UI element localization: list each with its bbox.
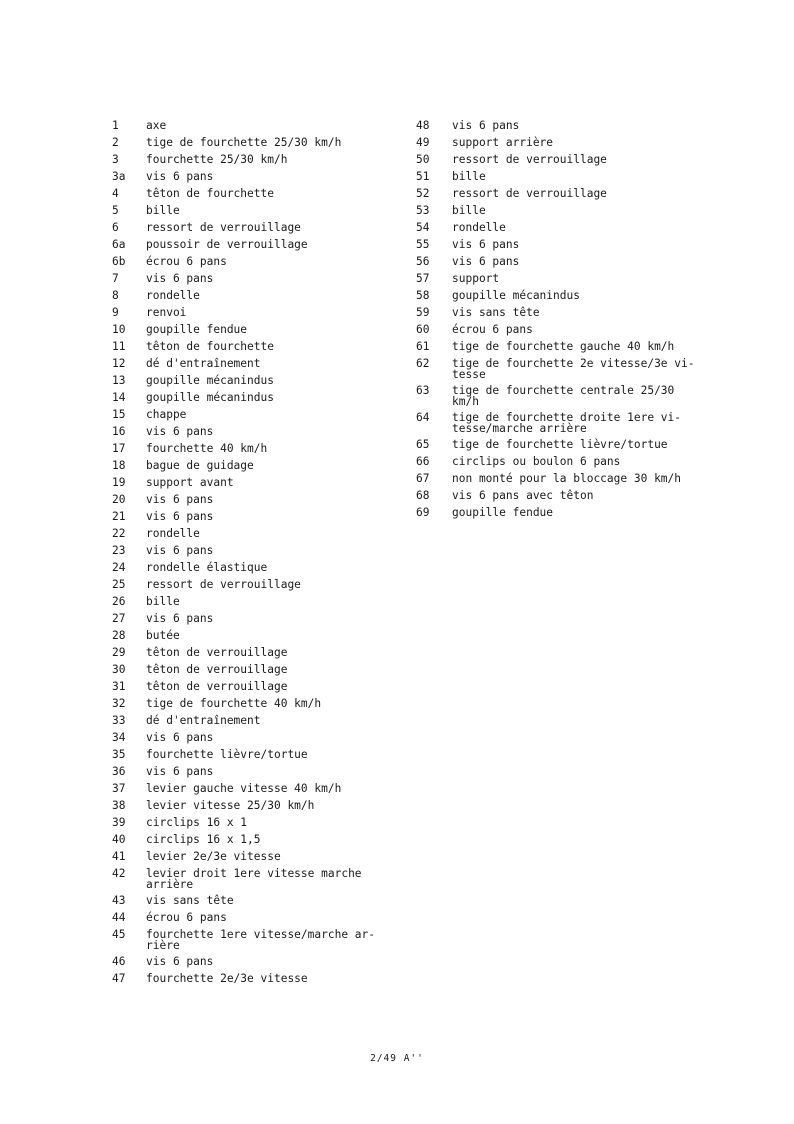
item-description-line: fourchette 40 km/h: [146, 442, 268, 455]
list-item: [112, 712, 402, 729]
item-number: 66: [416, 455, 430, 468]
item-description-line: vis 6 pans: [146, 765, 214, 778]
item-number: 27: [112, 612, 126, 625]
list-item: [112, 909, 402, 926]
list-item: [112, 559, 402, 576]
item-description-line: têton de verrouillage: [146, 646, 288, 659]
item-description-line: têton de verrouillage: [146, 663, 288, 676]
list-item: [112, 117, 402, 134]
item-number: 51: [416, 170, 430, 183]
list-item: [112, 661, 402, 678]
item-number: 19: [112, 476, 126, 489]
item-number: 57: [416, 272, 430, 285]
item-description: [146, 355, 402, 372]
item-number: 48: [416, 119, 430, 132]
item-description-line: bille: [452, 170, 486, 183]
item-description-line: goupille fendue: [452, 506, 554, 519]
item-description: [452, 185, 716, 202]
item-number: 6b: [112, 255, 126, 268]
item-number: 14: [112, 391, 126, 404]
item-number: 17: [112, 442, 126, 455]
list-item: [112, 610, 402, 627]
list-item: [416, 382, 716, 409]
item-description-line: support avant: [146, 476, 234, 489]
item-description-line: renvoi: [146, 306, 187, 319]
item-description-line: vis 6 pans avec têton: [452, 489, 594, 502]
item-number: 2: [112, 136, 119, 149]
list-item: [112, 729, 402, 746]
item-number: 54: [416, 221, 430, 234]
parts-list-left-column: [112, 117, 402, 987]
item-number: 58: [416, 289, 430, 302]
list-item: [112, 440, 402, 457]
item-description: [146, 593, 402, 610]
item-description: [146, 831, 402, 848]
item-description-line: bille: [146, 595, 180, 608]
list-item: [112, 542, 402, 559]
item-number: 33: [112, 714, 126, 727]
item-description: [146, 457, 402, 474]
item-number: 29: [112, 646, 126, 659]
item-description: [146, 661, 402, 678]
list-item: [416, 304, 716, 321]
list-item: [112, 797, 402, 814]
item-description-line: bille: [146, 204, 180, 217]
item-description-line: circlips 16 x 1,5: [146, 833, 261, 846]
list-item: [416, 202, 716, 219]
item-description-line: vis 6 pans: [146, 544, 214, 557]
item-number: 25: [112, 578, 126, 591]
parts-list-right-column: [416, 117, 716, 521]
item-description-line: écrou 6 pans: [146, 911, 227, 924]
item-description-line: support arrière: [452, 136, 554, 149]
item-description: [146, 372, 402, 389]
item-number: 28: [112, 629, 126, 642]
item-number: 50: [416, 153, 430, 166]
item-description: [452, 453, 716, 470]
item-description-line: ressort de verrouillage: [452, 153, 607, 166]
item-description-line: rondelle: [146, 289, 200, 302]
list-item: [112, 780, 402, 797]
list-item: [112, 253, 402, 270]
item-number: 56: [416, 255, 430, 268]
item-description: [452, 151, 716, 168]
item-number: 5: [112, 204, 119, 217]
item-description-line: fourchette 2e/3e vitesse: [146, 972, 308, 985]
list-item: [416, 355, 716, 382]
item-description: [452, 409, 716, 436]
item-number: 65: [416, 438, 430, 451]
item-description: [146, 151, 402, 168]
list-item: [112, 406, 402, 423]
item-number: 3: [112, 153, 119, 166]
item-number: 45: [112, 928, 126, 941]
item-description-line: axe: [146, 119, 167, 132]
item-description-line: goupille mécanindus: [452, 289, 580, 302]
item-description: [146, 610, 402, 627]
item-number: 18: [112, 459, 126, 472]
item-description-line: rondelle: [146, 527, 200, 540]
item-number: 34: [112, 731, 126, 744]
list-item: [112, 202, 402, 219]
item-number: 46: [112, 955, 126, 968]
list-item: [112, 814, 402, 831]
item-description-line: vis 6 pans: [146, 493, 214, 506]
item-description: [146, 926, 402, 953]
item-description-line: bille: [452, 204, 486, 217]
item-description-continuation: tesse/marche arrière: [452, 422, 587, 435]
list-item: [112, 474, 402, 491]
list-item: [112, 831, 402, 848]
item-description: [452, 382, 716, 409]
list-item: [112, 926, 402, 953]
item-description-line: fourchette lièvre/tortue: [146, 748, 308, 761]
item-description: [452, 117, 716, 134]
list-item: [416, 436, 716, 453]
item-description-line: tige de fourchette centrale 25/30: [452, 384, 675, 397]
list-item: [112, 457, 402, 474]
item-number: 35: [112, 748, 126, 761]
item-number: 41: [112, 850, 126, 863]
item-description: [146, 525, 402, 542]
item-number: 63: [416, 384, 430, 397]
item-description: [452, 436, 716, 453]
item-number: 21: [112, 510, 126, 523]
item-description-line: tige de fourchette 2e vitesse/3e vi-: [452, 357, 695, 370]
item-number: 15: [112, 408, 126, 421]
item-description-line: butée: [146, 629, 180, 642]
list-item: [416, 117, 716, 134]
item-number: 3a: [112, 170, 126, 183]
item-description: [146, 892, 402, 909]
item-number: 8: [112, 289, 119, 302]
list-item: [112, 848, 402, 865]
list-item: [416, 453, 716, 470]
list-item: [416, 287, 716, 304]
item-description-line: vis 6 pans: [452, 119, 520, 132]
list-item: [112, 491, 402, 508]
item-description-line: vis 6 pans: [146, 731, 214, 744]
item-number: 1: [112, 119, 119, 132]
item-description: [146, 117, 402, 134]
item-description-line: tige de fourchette droite 1ere vi-: [452, 411, 682, 424]
item-description: [146, 848, 402, 865]
item-description: [146, 287, 402, 304]
item-description: [146, 253, 402, 270]
item-number: 10: [112, 323, 126, 336]
list-item: [416, 321, 716, 338]
item-description-line: têton de fourchette: [146, 340, 274, 353]
item-description-line: levier droit 1ere vitesse marche: [146, 867, 362, 880]
list-item: [112, 644, 402, 661]
item-description: [146, 202, 402, 219]
item-description: [146, 389, 402, 406]
item-description-line: fourchette 1ere vitesse/marche ar-: [146, 928, 376, 941]
list-item: [112, 287, 402, 304]
item-description: [146, 270, 402, 287]
item-description: [452, 338, 716, 355]
item-description: [146, 953, 402, 970]
list-item: [112, 151, 402, 168]
item-description-line: tige de fourchette lièvre/tortue: [452, 438, 668, 451]
item-number: 38: [112, 799, 126, 812]
item-description: [146, 746, 402, 763]
item-description-line: vis sans tête: [146, 894, 234, 907]
item-description: [146, 423, 402, 440]
item-description: [452, 470, 716, 487]
item-description-line: support: [452, 272, 500, 285]
item-description-line: chappe: [146, 408, 187, 421]
list-item: [416, 253, 716, 270]
item-description-line: écrou 6 pans: [452, 323, 533, 336]
item-description-line: vis 6 pans: [146, 272, 214, 285]
item-description: [146, 185, 402, 202]
item-description: [146, 576, 402, 593]
item-number: 13: [112, 374, 126, 387]
item-description-line: dé d'entraînement: [146, 714, 261, 727]
item-description-continuation: tesse: [452, 368, 486, 381]
item-description-line: vis sans tête: [452, 306, 540, 319]
item-description: [146, 474, 402, 491]
item-description-line: vis 6 pans: [146, 955, 214, 968]
item-description: [146, 865, 402, 892]
item-number: 49: [416, 136, 430, 149]
list-item: [112, 219, 402, 236]
item-description: [146, 909, 402, 926]
list-item: [112, 953, 402, 970]
list-item: [416, 236, 716, 253]
item-number: 11: [112, 340, 126, 353]
list-item: [112, 576, 402, 593]
item-description: [146, 508, 402, 525]
item-description-line: rondelle: [452, 221, 506, 234]
item-number: 69: [416, 506, 430, 519]
list-item: [416, 338, 716, 355]
item-description-line: ressort de verrouillage: [146, 221, 301, 234]
list-item: [112, 338, 402, 355]
list-item: [112, 678, 402, 695]
item-number: 7: [112, 272, 119, 285]
item-description: [146, 440, 402, 457]
item-number: 53: [416, 204, 430, 217]
item-number: 30: [112, 663, 126, 676]
item-number: 68: [416, 489, 430, 502]
item-number: 64: [416, 411, 430, 424]
list-item: [112, 185, 402, 202]
item-description-line: levier gauche vitesse 40 km/h: [146, 782, 342, 795]
list-item: [112, 627, 402, 644]
item-number: 31: [112, 680, 126, 693]
item-number: 42: [112, 867, 126, 880]
list-item: [416, 134, 716, 151]
item-number: 26: [112, 595, 126, 608]
item-description-line: bague de guidage: [146, 459, 254, 472]
item-number: 20: [112, 493, 126, 506]
list-item: [416, 470, 716, 487]
item-description-line: goupille fendue: [146, 323, 248, 336]
item-number: 39: [112, 816, 126, 829]
item-number: 55: [416, 238, 430, 251]
item-number: 12: [112, 357, 126, 370]
item-description: [146, 729, 402, 746]
list-item: [112, 236, 402, 253]
item-description: [452, 168, 716, 185]
list-item: [112, 593, 402, 610]
item-number: 6: [112, 221, 119, 234]
item-description-line: écrou 6 pans: [146, 255, 227, 268]
item-description: [146, 814, 402, 831]
list-item: [112, 321, 402, 338]
item-description: [146, 236, 402, 253]
list-item: [112, 865, 402, 892]
item-description-line: têton de fourchette: [146, 187, 274, 200]
item-description: [452, 219, 716, 236]
item-description-line: goupille mécanindus: [146, 391, 274, 404]
item-number: 22: [112, 527, 126, 540]
item-description: [146, 338, 402, 355]
item-number: 61: [416, 340, 430, 353]
item-description-line: vis 6 pans: [452, 238, 520, 251]
list-item: [112, 970, 402, 987]
item-description: [452, 253, 716, 270]
item-description-line: vis 6 pans: [146, 510, 214, 523]
item-number: 40: [112, 833, 126, 846]
item-description: [146, 763, 402, 780]
list-item: [416, 168, 716, 185]
item-description: [452, 321, 716, 338]
item-description: [146, 219, 402, 236]
item-number: 32: [112, 697, 126, 710]
item-description: [452, 202, 716, 219]
list-item: [416, 270, 716, 287]
list-item: [112, 372, 402, 389]
item-number: 9: [112, 306, 119, 319]
item-description: [146, 321, 402, 338]
item-number: 62: [416, 357, 430, 370]
item-description: [146, 406, 402, 423]
item-number: 16: [112, 425, 126, 438]
item-description: [452, 487, 716, 504]
item-description-line: vis 6 pans: [146, 425, 214, 438]
item-description: [146, 542, 402, 559]
item-description: [146, 491, 402, 508]
item-description-continuation: arrière: [146, 878, 194, 891]
item-description-line: tige de fourchette gauche 40 km/h: [452, 340, 675, 353]
item-description-line: ressort de verrouillage: [146, 578, 301, 591]
item-number: 37: [112, 782, 126, 795]
list-item: [112, 763, 402, 780]
list-item: [416, 185, 716, 202]
list-item: [416, 504, 716, 521]
item-number: 4: [112, 187, 119, 200]
item-description: [146, 134, 402, 151]
item-description-line: poussoir de verrouillage: [146, 238, 308, 251]
item-description: [146, 678, 402, 695]
list-item: [112, 695, 402, 712]
item-description: [146, 559, 402, 576]
item-description: [146, 695, 402, 712]
list-item: [112, 423, 402, 440]
list-item: [416, 409, 716, 436]
list-item: [416, 151, 716, 168]
item-number: 24: [112, 561, 126, 574]
item-description: [452, 236, 716, 253]
item-description-line: vis 6 pans: [146, 612, 214, 625]
item-description-line: tige de fourchette 25/30 km/h: [146, 136, 342, 149]
list-item: [112, 746, 402, 763]
item-description: [146, 780, 402, 797]
item-number: 47: [112, 972, 126, 985]
item-description: [452, 134, 716, 151]
item-description: [452, 287, 716, 304]
list-item: [112, 525, 402, 542]
item-description: [146, 797, 402, 814]
item-description-line: levier 2e/3e vitesse: [146, 850, 281, 863]
item-description-line: vis 6 pans: [452, 255, 520, 268]
item-number: 43: [112, 894, 126, 907]
list-item: [112, 134, 402, 151]
list-item: [112, 389, 402, 406]
item-description-line: ressort de verrouillage: [452, 187, 607, 200]
item-description: [452, 355, 716, 382]
item-description: [146, 644, 402, 661]
item-description-line: fourchette 25/30 km/h: [146, 153, 288, 166]
item-number: 36: [112, 765, 126, 778]
item-description-line: dé d'entraînement: [146, 357, 261, 370]
item-description-line: têton de verrouillage: [146, 680, 288, 693]
item-number: 6a: [112, 238, 126, 251]
list-item: [112, 304, 402, 321]
item-description: [452, 504, 716, 521]
item-description: [146, 712, 402, 729]
list-item: [112, 508, 402, 525]
item-number: 60: [416, 323, 430, 336]
item-description: [146, 627, 402, 644]
item-description-continuation: rière: [146, 939, 180, 952]
item-description-line: non monté pour la bloccage 30 km/h: [452, 472, 682, 485]
item-number: 59: [416, 306, 430, 319]
list-item: [416, 219, 716, 236]
item-description: [146, 304, 402, 321]
item-description: [146, 168, 402, 185]
item-number: 23: [112, 544, 126, 557]
item-description-continuation: km/h: [452, 395, 479, 408]
item-description: [452, 270, 716, 287]
list-item: [112, 168, 402, 185]
list-item: [416, 487, 716, 504]
item-description-line: goupille mécanindus: [146, 374, 274, 387]
list-item: [112, 270, 402, 287]
item-number: 67: [416, 472, 430, 485]
item-description: [452, 304, 716, 321]
page-number: 2/49 A'': [370, 1053, 424, 1064]
item-number: 44: [112, 911, 126, 924]
item-description-line: vis 6 pans: [146, 170, 214, 183]
list-item: [112, 355, 402, 372]
item-number: 52: [416, 187, 430, 200]
item-description-line: levier vitesse 25/30 km/h: [146, 799, 315, 812]
item-description-line: rondelle élastique: [146, 561, 268, 574]
item-description-line: circlips ou boulon 6 pans: [452, 455, 621, 468]
item-description-line: tige de fourchette 40 km/h: [146, 697, 322, 710]
item-description: [146, 970, 402, 987]
item-description-line: circlips 16 x 1: [146, 816, 248, 829]
list-item: [112, 892, 402, 909]
